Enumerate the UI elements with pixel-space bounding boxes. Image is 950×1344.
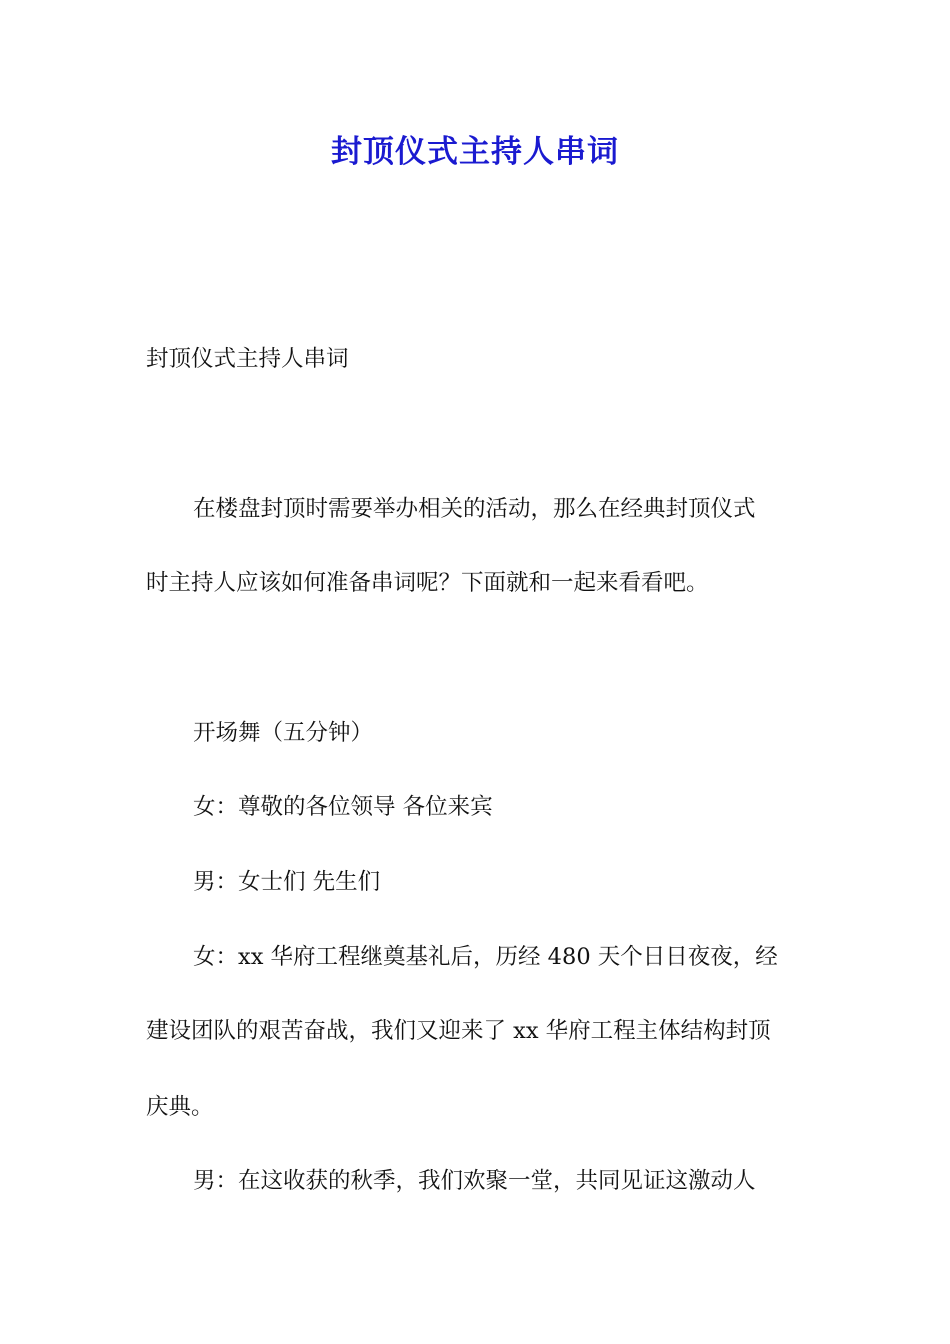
- female-host-line-2c: 庆典。: [146, 1094, 214, 1120]
- opening-dance-line: 开场舞（五分钟）: [193, 720, 374, 746]
- document-title: 封顶仪式主持人串词: [331, 134, 619, 170]
- male-host-line-1: 男：女士们 先生们: [193, 869, 381, 895]
- intro-line-1: 在楼盘封顶时需要举办相关的活动，那么在经典封顶仪式: [193, 496, 756, 522]
- female-host-line-2a: 女：xx 华府工程继奠基礼后，历经 480 天个日日夜夜，经: [193, 944, 778, 970]
- male-host-line-2a: 男：在这收获的秋季，我们欢聚一堂，共同见证这激动人: [193, 1168, 756, 1194]
- female-host-line-2b: 建设团队的艰苦奋战，我们又迎来了 xx 华府工程主体结构封顶: [146, 1018, 771, 1044]
- female-host-line-1: 女：尊敬的各位领导 各位来宾: [193, 794, 493, 820]
- document-subtitle: 封顶仪式主持人串词: [146, 346, 349, 372]
- intro-line-2: 时主持人应该如何准备串词呢？下面就和一起来看看吧。: [146, 570, 709, 596]
